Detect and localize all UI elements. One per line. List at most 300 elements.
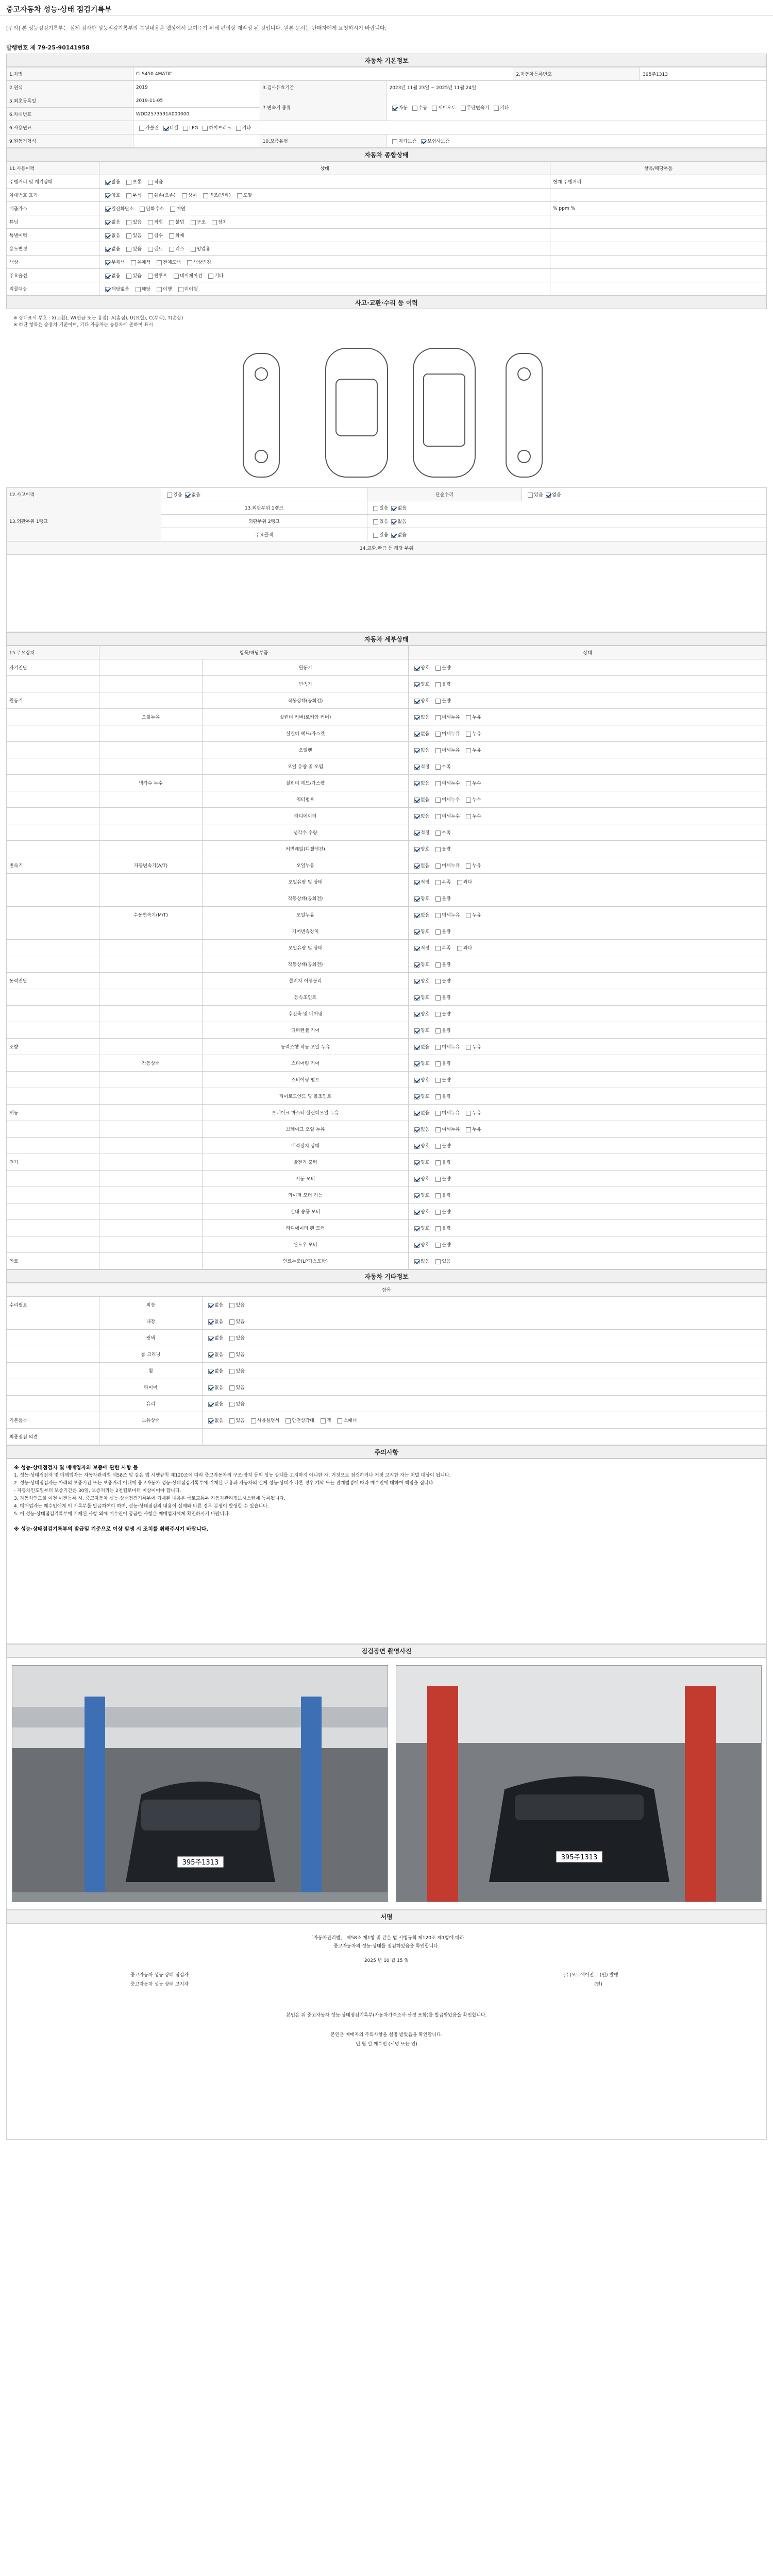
checkbox-icon[interactable] [414,1127,419,1132]
checkbox-icon[interactable] [461,106,466,111]
section-damage-title: 사고·교환·수리 등 이력 [6,296,767,309]
option-label: 없음 [552,493,561,498]
car-cabin [336,379,377,436]
checkbox-icon[interactable] [148,274,153,279]
section-notes-title: 주의사항 [6,1445,767,1459]
detail-cell-g [7,1187,99,1204]
checkbox-icon[interactable] [148,233,153,239]
overall-row-note: 현재 주행거리 [550,175,767,189]
checkbox-icon[interactable] [432,106,437,111]
detail-row [7,1105,767,1121]
checkbox-icon[interactable] [466,748,471,753]
detail-cell-g [7,1006,99,1022]
detail-cell-g [7,808,99,824]
checkbox-icon[interactable] [337,1418,342,1423]
checkbox-icon[interactable] [414,913,419,918]
fuel-options [133,121,766,134]
checkbox-icon[interactable] [414,765,419,770]
overall-row-label: 용도변경 [7,242,99,256]
checkbox-icon[interactable] [435,995,441,1001]
detail-state [409,841,767,857]
checkbox-icon[interactable] [414,682,419,687]
checkbox-icon[interactable] [414,1061,419,1066]
option-label: 없음 [397,533,407,538]
extra-state [203,1346,767,1363]
checkbox-icon[interactable] [157,260,162,265]
checkbox-icon[interactable] [457,946,462,951]
checkbox-icon[interactable] [414,1243,419,1248]
detail-cell-s: 작동상태 [99,1055,203,1072]
checkbox-icon[interactable] [126,247,131,252]
checkbox-icon[interactable] [435,913,441,918]
detail-cell-s: 자동변속기(A/T) [99,857,203,874]
detail-state [409,1088,767,1105]
checkbox-icon[interactable] [182,193,187,198]
plate-text: 395주1313 [182,1859,219,1867]
checkbox-icon[interactable] [466,913,471,918]
checkbox-icon[interactable] [466,1045,471,1050]
checkbox-icon[interactable] [421,139,426,144]
exchange-rank2: 외판부위 2랭크 [161,515,367,528]
detail-head-state: 상태 [409,646,767,659]
option-label: 누유 [472,732,481,737]
option-label: 불량 [442,847,451,852]
checkbox-icon[interactable] [414,1226,419,1231]
checkbox-icon[interactable] [435,715,441,720]
option-label: 없음 [421,748,430,753]
checkbox-icon[interactable] [435,732,441,737]
detail-cell-i: 윈도우 모터 [203,1236,409,1253]
checkbox-icon[interactable] [391,533,396,538]
option-label: 적정 [421,765,430,770]
checkbox-icon[interactable] [414,699,419,704]
detail-cell-s [99,923,203,940]
checkbox-icon[interactable] [414,1094,419,1099]
checkbox-icon[interactable] [435,1193,441,1198]
checkbox-icon[interactable] [466,732,471,737]
checkbox-icon[interactable] [414,814,419,819]
checkbox-icon[interactable] [435,1259,441,1264]
overall-row [7,269,767,282]
checkbox-icon[interactable] [435,1094,441,1099]
option-label: 없음 [421,863,430,869]
detail-cell-i: 실린더 헤드/가스켓 [203,725,409,742]
detail-cell-i: 실내 송풍 모터 [203,1204,409,1220]
checkbox-icon[interactable] [169,233,174,239]
checkbox-icon[interactable] [435,814,441,819]
option-label: 있음 [132,274,142,279]
checkbox-icon[interactable] [435,880,441,885]
checkbox-icon[interactable] [414,748,419,753]
detail-cell-s [99,973,203,989]
checkbox-icon[interactable] [435,831,441,836]
checkbox-icon[interactable] [435,847,441,852]
checkbox-icon[interactable] [414,1259,419,1264]
option-label: 불량 [442,1243,451,1248]
checkbox-icon[interactable] [229,1402,234,1407]
checkbox-icon[interactable] [203,193,208,198]
checkbox-icon[interactable] [414,1111,419,1116]
checkbox-icon[interactable] [208,1319,213,1325]
detail-cell-s [99,676,203,692]
checkbox-icon[interactable] [170,207,175,212]
detail-state [409,1171,767,1187]
option-label: 과다 [463,946,473,951]
checkbox-icon[interactable] [148,247,153,252]
checkbox-icon[interactable] [435,1226,441,1231]
detail-cell-i: 오일누유 [203,857,409,874]
option-label: 구조 [196,220,206,225]
checkbox-icon[interactable] [148,180,153,185]
overall-row-label: 튜닝 [7,215,99,229]
detail-cell-g [7,791,99,808]
checkbox-icon[interactable] [229,1352,234,1358]
checkbox-icon[interactable] [163,126,169,131]
detail-state [409,758,767,775]
detail-cell-s: 오일누유 [99,709,203,725]
checkbox-icon[interactable] [126,233,131,239]
option-label: 양호 [421,1078,430,1083]
detail-cell-s [99,1006,203,1022]
checkbox-icon[interactable] [251,1418,256,1423]
checkbox-icon[interactable] [208,274,213,279]
checkbox-icon[interactable] [414,831,419,836]
checkbox-icon[interactable] [435,946,441,951]
transmission-option: 기타 [500,106,509,111]
option-label: 없음 [421,1259,430,1264]
checkbox-icon[interactable] [126,220,131,225]
checkbox-icon[interactable] [157,287,162,292]
checkbox-icon[interactable] [414,847,419,852]
checkbox-icon[interactable] [237,193,242,198]
checkbox-icon[interactable] [169,247,174,252]
checkbox-icon[interactable] [229,1336,234,1341]
checkbox-icon[interactable] [435,863,441,869]
detail-cell-i: 연료누출(LP가스포함) [203,1253,409,1269]
option-label: 없음 [111,220,121,225]
option-label: 없음 [214,1336,224,1341]
detail-head-item: 항목/해당부품 [99,646,409,659]
option-label: 기타 [214,274,224,279]
option-label: 상이 [188,193,197,198]
checkbox-icon[interactable] [105,207,110,212]
checkbox-icon[interactable] [208,1402,213,1407]
vin-label: 6.차대번호 [7,108,133,121]
detail-state [409,1006,767,1022]
detail-cell-s [99,890,203,907]
checkbox-icon[interactable] [435,798,441,803]
notice-text: [주의] 본 성능점검기록부는 실제 검사한 성능점검기록부의 복원내용을 웹상에서 보여주기 위해 편의상 재작성 된 것입니다. 원본 문서는 판매자에게 요청하시기 바랍니다. [6,26,386,31]
checkbox-icon[interactable] [105,260,110,265]
option-label: 미세누유 [442,1127,460,1132]
checkbox-icon[interactable] [414,1193,419,1198]
checkbox-icon[interactable] [435,979,441,984]
detail-row [7,1154,767,1171]
parts-label: 14.교환,판금 등 해당 부위 [7,541,767,555]
checkbox-icon[interactable] [131,260,136,265]
checkbox-icon[interactable] [435,1061,441,1066]
checkbox-icon[interactable] [191,247,196,252]
option-label: 불량 [442,1012,451,1017]
option-label: 양호 [421,1177,430,1182]
option-label: 누유 [472,863,481,869]
checkbox-icon[interactable] [466,715,471,720]
checkbox-icon[interactable] [435,896,441,902]
checkbox-icon[interactable] [414,798,419,803]
checkbox-icon[interactable] [414,781,419,786]
checkbox-icon[interactable] [414,1028,419,1033]
warranty-options [386,134,767,148]
checkbox-icon[interactable] [229,1303,234,1308]
option-label: 불량 [442,1210,451,1215]
checkbox-icon[interactable] [435,1144,441,1149]
checkbox-icon[interactable] [414,1210,419,1215]
option-label: 있음 [236,1319,245,1325]
option-label: 부족 [442,831,451,836]
checkbox-icon[interactable] [414,880,419,885]
checkbox-icon[interactable] [546,493,551,498]
checkbox-icon[interactable] [435,962,441,968]
checkbox-icon[interactable] [435,1243,441,1248]
checkbox-icon[interactable] [208,1303,213,1308]
detail-row [7,791,767,808]
option-label: 없음 [214,1402,224,1407]
detail-state [409,1055,767,1072]
detail-cell-g [7,824,99,841]
checkbox-icon[interactable] [167,493,172,498]
checkbox-icon[interactable] [321,1418,326,1423]
option-label: 부식 [132,193,142,198]
checkbox-icon[interactable] [208,1369,213,1374]
notes-line: - 자동차인도일부터 보증기간은 30일, 보증거리는 2천킬로미터 이상이어야 합니다. [14,1488,181,1494]
checkbox-icon[interactable] [414,1012,419,1017]
checkbox-icon[interactable] [236,126,241,131]
checkbox-icon[interactable] [457,880,462,885]
overall-row-note [550,282,767,296]
checkbox-icon[interactable] [229,1385,234,1391]
checkbox-icon[interactable] [435,929,441,935]
checkbox-icon[interactable] [466,1111,471,1116]
checkbox-icon[interactable] [187,260,192,265]
checkbox-icon[interactable] [139,126,144,131]
checkbox-icon[interactable] [435,781,441,786]
checkbox-icon[interactable] [126,180,131,185]
checkbox-icon[interactable] [435,1111,441,1116]
detail-head-main: 15.주요장치 [7,646,99,659]
detail-cell-s [99,692,203,709]
detail-row [7,907,767,923]
detail-row [7,1022,767,1039]
option-label: 양호 [421,666,430,671]
checkbox-icon[interactable] [412,106,417,111]
checkbox-icon[interactable] [528,493,533,498]
checkbox-icon[interactable] [414,863,419,869]
detail-state [409,808,767,824]
option-label: 미세누유 [442,1045,460,1050]
signature-box [6,1923,767,2140]
car-top-view [326,348,388,477]
section-extra-title: 자동차 기타정보 [6,1269,767,1283]
checkbox-icon[interactable] [414,995,419,1001]
detail-row [7,1171,767,1187]
detail-cell-g [7,676,99,692]
checkbox-icon[interactable] [191,220,196,225]
checkbox-icon[interactable] [414,715,419,720]
detail-row [7,692,767,709]
extra-cell-g [7,1330,99,1346]
detail-cell-i: 시동 모터 [203,1171,409,1187]
checkbox-icon[interactable] [435,1177,441,1182]
checkbox-icon[interactable] [285,1418,291,1423]
checkbox-icon[interactable] [391,519,396,524]
checkbox-icon[interactable] [435,699,441,704]
option-label: 누유 [472,913,481,918]
detail-cell-i: 오일유량 및 상태 [203,940,409,956]
option-label: 없음 [397,506,407,511]
checkbox-icon[interactable] [105,287,110,292]
detail-cell-g: 자기진단 [7,659,99,676]
detail-row [7,775,767,791]
overall-row-options [99,202,550,215]
option-label: 불량 [442,962,451,968]
overall-row-note: % ppm % [550,202,767,215]
checkbox-icon[interactable] [148,220,153,225]
checkbox-icon[interactable] [435,682,441,687]
option-label: 변조(변타) [209,193,231,198]
checkbox-icon[interactable] [414,946,419,951]
checkbox-icon[interactable] [414,666,419,671]
checkbox-icon[interactable] [392,139,397,144]
checkbox-icon[interactable] [105,274,110,279]
checkbox-icon[interactable] [414,1078,419,1083]
checkbox-icon[interactable] [126,193,131,198]
checkbox-icon[interactable] [208,1385,213,1391]
checkbox-icon[interactable] [414,1177,419,1182]
wheel-icon [518,450,530,463]
transmission-label: 7.변속기 종류 [260,94,386,121]
overall-row-options [99,175,550,189]
checkbox-icon[interactable] [174,274,179,279]
checkbox-icon[interactable] [140,207,145,212]
checkbox-icon[interactable] [414,1045,419,1050]
checkbox-icon[interactable] [435,1028,441,1033]
checkbox-icon[interactable] [169,220,174,225]
checkbox-icon[interactable] [494,106,499,111]
option-label: 없음 [214,1369,224,1374]
checkbox-icon[interactable] [435,748,441,753]
checkbox-icon[interactable] [208,1336,213,1341]
checkbox-icon[interactable] [414,732,419,737]
option-label: 보통 [132,180,142,185]
checkbox-icon[interactable] [392,106,397,111]
checkbox-icon[interactable] [212,220,217,225]
checkbox-icon[interactable] [414,929,419,935]
checkbox-icon[interactable] [208,1418,213,1423]
checkbox-icon[interactable] [105,180,110,185]
extra-row [7,1346,767,1363]
checkbox-icon[interactable] [466,814,471,819]
detail-state [409,824,767,841]
detail-cell-s [99,1220,203,1236]
extra-cell-i: 보유상태 [99,1412,203,1429]
overall-row [7,202,767,215]
checkbox-icon[interactable] [435,1012,441,1017]
detail-cell-i: 작동상태(공회전) [203,692,409,709]
period-value: 2023년 11월 23일 ~ 2025년 11월 24일 [386,81,767,94]
car-name-value: CLS450 4MATIC [133,67,513,81]
option-label: 양호 [421,1094,430,1099]
checkbox-icon[interactable] [466,798,471,803]
detail-cell-s [99,1187,203,1204]
checkbox-icon[interactable] [466,863,471,869]
checkbox-icon[interactable] [435,1210,441,1215]
checkbox-icon[interactable] [414,979,419,984]
checkbox-icon[interactable] [229,1319,234,1325]
checkbox-icon[interactable] [373,506,378,511]
checkbox-icon[interactable] [105,233,110,239]
checkbox-icon[interactable] [229,1418,234,1423]
transmission-option: 무단변속기 [466,106,490,111]
checkbox-icon[interactable] [105,220,110,225]
checkbox-icon[interactable] [373,519,378,524]
checkbox-icon[interactable] [208,1352,213,1358]
checkbox-icon[interactable] [435,1078,441,1083]
extra-cell-i: 휠 [99,1363,203,1379]
detail-cell-g [7,1220,99,1236]
option-label: 없음 [111,247,121,252]
overall-row-options [99,215,550,229]
option-label: 양호 [421,1160,430,1165]
checkbox-icon[interactable] [435,1045,441,1050]
detail-cell-i: 라디에이터 팬 모터 [203,1220,409,1236]
checkbox-icon[interactable] [466,1127,471,1132]
checkbox-icon[interactable] [414,1160,419,1165]
overall-row-note [550,229,767,242]
checkbox-icon[interactable] [435,1160,441,1165]
detail-state [409,1253,767,1269]
checkbox-icon[interactable] [126,274,131,279]
checkbox-icon[interactable] [373,533,378,538]
checkbox-icon[interactable] [148,193,153,198]
checkbox-icon[interactable] [466,781,471,786]
option-label: 없음 [421,1111,430,1116]
checkbox-icon[interactable] [414,1144,419,1149]
checkbox-icon[interactable] [435,666,441,671]
option-label: 없음 [214,1418,224,1423]
option-label: 없음 [397,519,407,524]
checkbox-icon[interactable] [229,1369,234,1374]
option-label: 양호 [421,1210,430,1215]
checkbox-icon[interactable] [414,962,419,968]
checkbox-icon[interactable] [136,287,141,292]
checkbox-icon[interactable] [435,765,441,770]
checkbox-icon[interactable] [183,126,188,131]
option-label: 적정 [421,831,430,836]
checkbox-icon[interactable] [185,493,190,498]
fuel-option: 가솔린 [145,126,159,131]
checkbox-icon[interactable] [203,126,208,131]
overall-row-label: 차대번호 표기 [7,189,99,202]
option-label: 누유 [472,1127,481,1132]
checkbox-icon[interactable] [105,193,110,198]
checkbox-icon[interactable] [178,287,183,292]
option-label: 있음 [379,519,389,524]
checkbox-icon[interactable] [414,896,419,902]
checkbox-icon[interactable] [435,1127,441,1132]
checkbox-icon[interactable] [105,247,110,252]
detail-state [409,1204,767,1220]
checkbox-icon[interactable] [391,506,396,511]
